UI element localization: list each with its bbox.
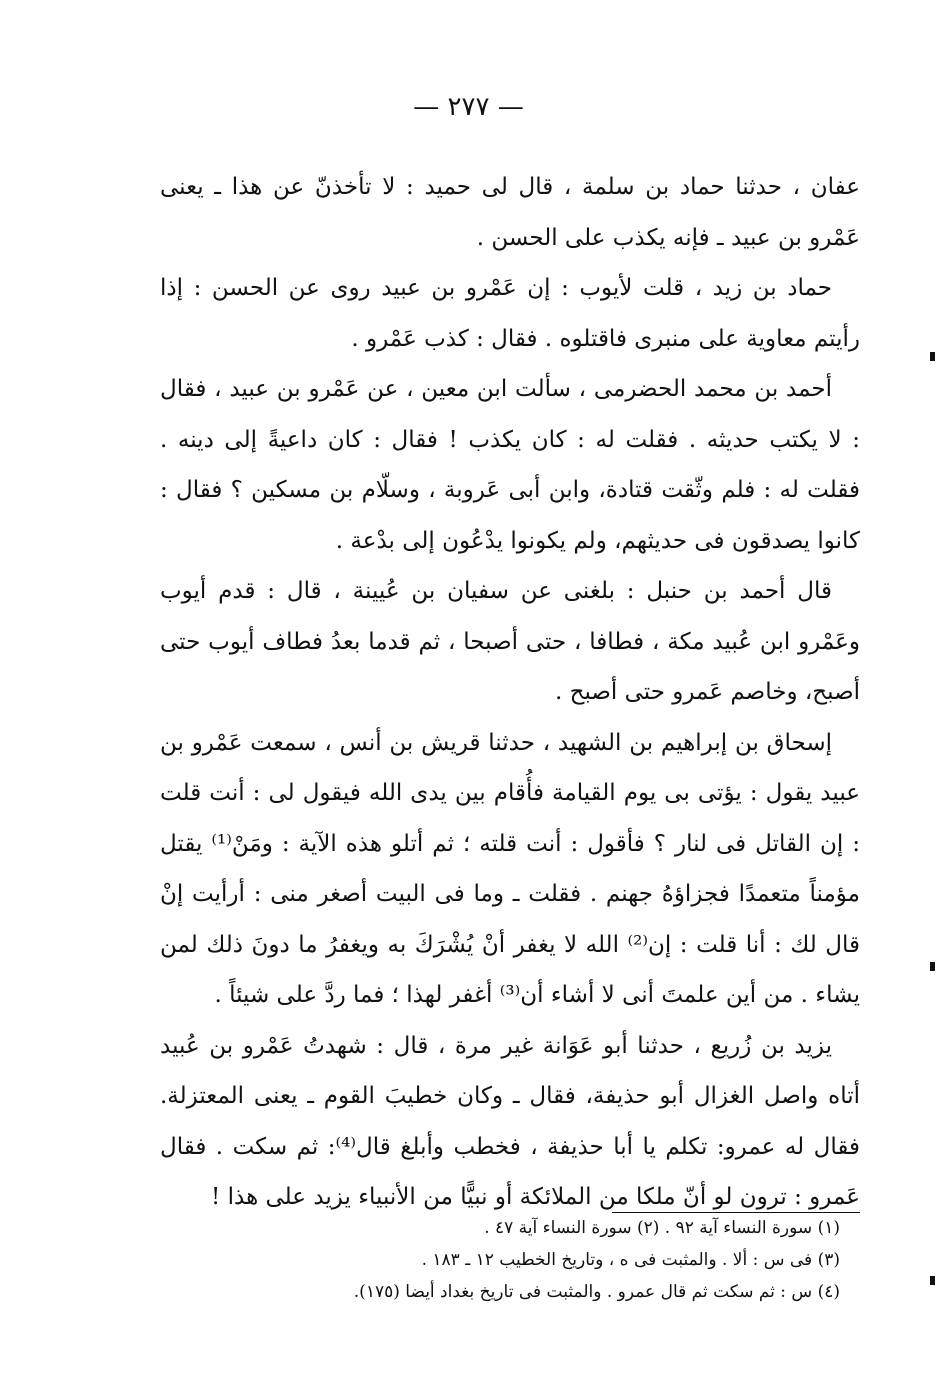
paragraph: عفان ، حدثنا حماد بن سلمة ، قال لى حميد : لا تأخذنّ عن هذا ـ يعنى عَمْرو بن عبيد ـ فإنه يكذب على الحسن . — [160, 174, 860, 251]
footnote: (٣) فى س : ألا . والمثبت فى ه ، وتاريخ الخطيب ١٢ ـ ١٨٣ . — [421, 1250, 840, 1270]
page-number: — ٢٧٧ — — [413, 92, 524, 122]
paragraph: يزيد بن زُريع ، حدثنا أبو عَوَانة غير مرة ، قال : شهدتُ عَمْرو بن عُبيد أتاه واصل الغزال أبو حذيفة، فقال ـ وكان خطيبَ القوم ـ يعنى المعتزلة. فقال له عمرو: تكلم يا أبا حذيفة ، فخطب وأبلغ قال⁽⁴⁾: ثم سكت . فقال عَمرو : ترون لو أنّ ملكا من الملائكة أو نبيًّا من الأنبياء يزيد على هذا ! — [160, 1032, 860, 1210]
scan-mark — [930, 962, 935, 971]
paragraph: أحمد بن محمد الحضرمى ، سألت ابن معين ، عن عَمْرو بن عبيد ، فقال : لا يكتب حديثه . فقلت له : كان يكذب ! فقال : كان داعيةً إلى دينه . فقلت له : فلم وثّقت قتادة، وابن أبى عَروبة ، وسلّام بن مسكين ؟ فقال : كانوا يصدقون فى حديثهم، ولم يكونوا يدْعُون إلى بدْعة . — [160, 376, 860, 554]
scan-mark — [930, 1276, 935, 1285]
footnote: (٤) س : ثم سكت ثم قال عمرو . والمثبت فى تاريخ بغداد أيضا (١٧٥). — [353, 1282, 840, 1302]
footnotes — [300, 1212, 840, 1308]
body-text — [160, 162, 860, 1223]
scan-mark — [930, 352, 935, 361]
footnote: (١) سورة النساء آية ٩٢ . (٢) سورة النساء آية ٤٧ . — [484, 1218, 840, 1238]
paragraph: إسحاق بن إبراهيم بن الشهيد ، حدثنا قريش بن أنس ، سمعت عَمْرو بن عبيد يقول : يؤتى بى يوم القيامة فأُقام بين يدى الله فيقول لى : أنت قلت : إن القاتل فى لنار ؟ فأقول : أنت قلته ؛ ثم أتلو هذه الآية : ومَنْ⁽¹⁾ يقتل مؤمناً متعمدًا فجزاؤهُ جهنم . فقلت ـ وما فى البيت أصغر منى : أرأيت إنْ قال لك : أنا قلت : إن⁽²⁾ الله لا يغفر أنْ يُشْرَكَ به ويغفرُ ما دونَ ذلك لمن يشاء . من أين علمتَ أنى لا أشاء أن⁽³⁾ أغفر لهذا ؛ فما ردَّ على شيئاً . — [160, 729, 861, 1008]
paragraph: حماد بن زيد ، قلت لأيوب : إن عَمْرو بن عبيد روى عن الحسن : إذا رأيتم معاوية على منبرى فاقتلوه . فقال : كذب عَمْرو . — [160, 275, 860, 352]
paragraph: قال أحمد بن حنبل : بلغنى عن سفيان بن عُيينة ، قال : قدم أيوب وعَمْرو ابن عُبيد مكة ، فطافا ، حتى أصبحا ، ثم قدما بعدُ فطاف أيوب حتى أصبح، وخاصم عَمرو حتى أصبح . — [160, 578, 860, 705]
